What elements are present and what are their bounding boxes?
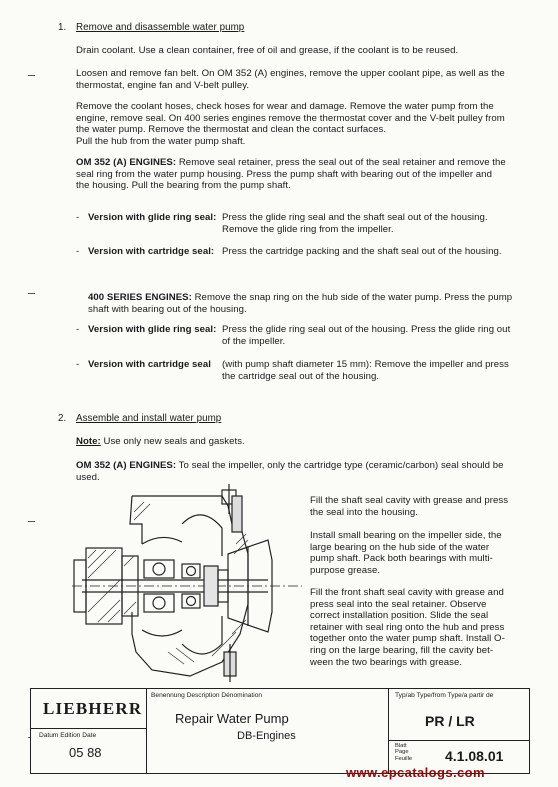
bold-label: OM 352 (A) ENGINES: xyxy=(76,460,177,471)
date-box xyxy=(30,728,148,774)
page-number: 4.1.08.01 xyxy=(445,748,504,764)
text-line: ring on the large bearing, fill the cavity bet- xyxy=(310,644,494,656)
text-line: shaft with bearing out of the housing. xyxy=(88,303,247,315)
bullet-dash: - xyxy=(76,324,80,335)
bullet-dash: - xyxy=(76,359,80,370)
date-label: Datum Edition Date xyxy=(39,732,97,739)
assembly-step-1 xyxy=(310,495,508,518)
text-line: press seal into the seal retainer. Observe xyxy=(310,598,487,610)
text-line: retainer with seal ring onto the hub and press xyxy=(310,621,505,633)
type-label: Typ/ab Type/from Type/a partir de xyxy=(395,692,494,699)
text-line: To seal the impeller, only the cartridge type (ceramic/carbon) seal should be xyxy=(178,460,504,471)
text-line: large bearing on the hub side of the water xyxy=(310,541,490,553)
version-label: Version with glide ring seal: xyxy=(88,212,217,223)
paragraph: Drain coolant. Use a clean container, free of oil and grease, if the coolant is to be reused. xyxy=(76,45,459,56)
section-1-heading: Remove and disassemble water pump xyxy=(76,22,245,33)
version-text xyxy=(222,324,510,347)
paragraph-om352-assembly xyxy=(76,460,504,483)
type-box xyxy=(388,688,530,742)
page-label-line: Page xyxy=(395,749,409,756)
text-line: seal ring from the water pump housing. Press the pump shaft with bearing out of the impeller and xyxy=(76,168,492,180)
text-line: together onto the water pump shaft. Install O- xyxy=(310,633,505,645)
version-label: Version with cartridge seal xyxy=(88,359,211,370)
denomination-label: Benennung Description Dénomination xyxy=(151,692,263,699)
text-line: thermostat, engine fan and V-belt pulley. xyxy=(76,79,250,91)
bullet-dash: - xyxy=(76,246,80,257)
brand-box xyxy=(30,688,148,730)
text-line: Press the glide ring seal and the shaft seal out of the housing. xyxy=(222,212,488,223)
text-line: Remove the glide ring from the impeller. xyxy=(222,223,394,235)
page-label-line: Feuille xyxy=(395,755,413,762)
text-line: Loosen and remove fan belt. On OM 352 (A) engines, remove the upper coolant pipe, as well as the xyxy=(76,68,505,79)
document-subtitle: DB-Engines xyxy=(237,730,296,742)
text-line: the cartridge seal out of the housing. xyxy=(222,370,380,382)
assembly-step-3 xyxy=(310,587,505,668)
page-label xyxy=(395,743,412,762)
paragraph xyxy=(76,68,505,91)
text-line: Fill the front shaft seal cavity with grease and xyxy=(310,587,504,598)
text-line: Remove the snap ring on the hub side of the water pump. Press the pump xyxy=(194,292,513,303)
section-1-number: 1. xyxy=(58,22,67,33)
margin-mark xyxy=(28,75,35,76)
text-line: Fill the shaft seal cavity with grease and press xyxy=(310,495,509,506)
text-line: used. xyxy=(76,471,100,483)
text-line: ween the two bearings with grease. xyxy=(310,656,463,668)
text-line: the seal into the housing. xyxy=(310,506,418,518)
paragraph-om352 xyxy=(76,157,506,192)
bold-label: OM 352 (A) ENGINES: xyxy=(76,157,177,168)
text-line: the water pump. Remove the thermostat and clean the contact surfaces. xyxy=(76,124,387,136)
version-label: Version with glide ring seal: xyxy=(88,324,217,335)
type-value: PR / LR xyxy=(425,713,475,729)
text-line: (with pump shaft diameter 15 mm): Remove the impeller and press xyxy=(222,359,509,370)
watermark: www.epcatalogs.com xyxy=(346,765,485,780)
version-text xyxy=(222,212,488,235)
margin-mark xyxy=(28,293,35,294)
water-pump-cross-section-diagram xyxy=(72,484,308,684)
document-title: Repair Water Pump xyxy=(175,711,289,726)
text-line: purpose grease. xyxy=(310,564,381,576)
text-line: correct installation position. Slide the seal xyxy=(310,610,489,622)
bold-label: 400 SERIES ENGINES: xyxy=(88,292,192,303)
text-line: Pull the hub from the water pump shaft. xyxy=(76,135,246,147)
bullet-dash: - xyxy=(76,212,80,223)
text-line: engine, remove seal. On 400 series engines remove the thermostat cover and the V-belt pulley from xyxy=(76,112,505,124)
text-line: Install small bearing on the impeller side, the xyxy=(310,530,502,541)
paragraph-400-series xyxy=(88,292,512,315)
text-line: Press the glide ring seal out of the housing. Press the glide ring out xyxy=(222,324,511,335)
paragraph xyxy=(76,101,505,147)
date-value: 05 88 xyxy=(69,745,102,760)
text-line: Remove seal retainer, press the seal out of the seal retainer and remove the xyxy=(178,157,506,168)
page-label-line: Blatt xyxy=(395,743,407,749)
section-2-number: 2. xyxy=(58,413,67,424)
text-line: of the impeller. xyxy=(222,335,286,347)
version-text: Press the cartridge packing and the shaft seal out of the housing. xyxy=(222,246,502,257)
note-text: Use only new seals and gaskets. xyxy=(103,436,245,447)
text-line: pump shaft. Pack both bearings with multi- xyxy=(310,553,493,565)
assembly-step-2 xyxy=(310,530,502,576)
brand-logo: LIEBHERR xyxy=(43,699,143,718)
version-text xyxy=(222,359,509,382)
title-box xyxy=(146,688,390,774)
text-line: the housing. Pull the bearing from the pump shaft. xyxy=(76,180,291,192)
section-2-heading: Assemble and install water pump xyxy=(76,413,222,424)
note-label: Note: xyxy=(76,436,101,447)
text-line: Remove the coolant hoses, check hoses for wear and damage. Remove the water pump from the xyxy=(76,101,494,112)
margin-mark xyxy=(28,521,35,522)
version-label: Version with cartridge seal: xyxy=(88,246,215,257)
note xyxy=(76,436,245,448)
